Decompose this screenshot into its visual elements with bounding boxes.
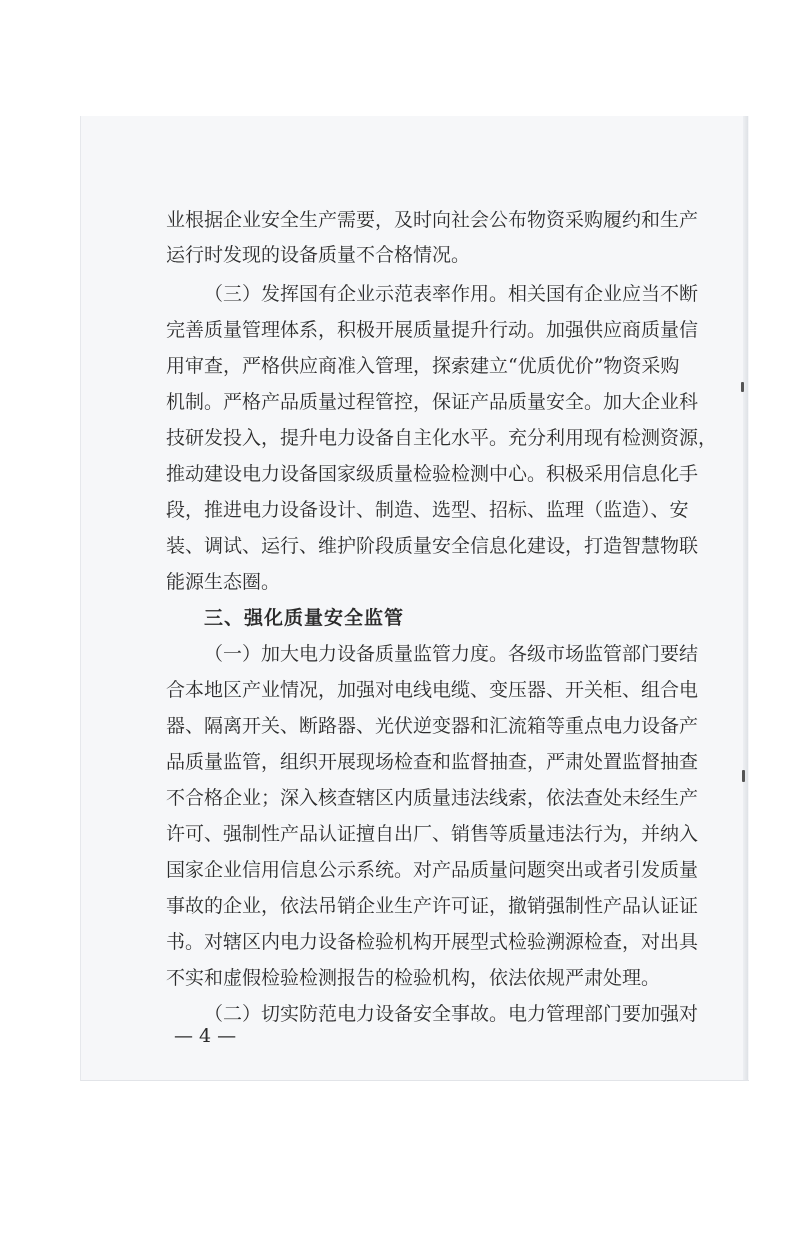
body-line: 业根据企业安全生产需要，及时向社会公布物资采购履约和生产 bbox=[166, 209, 699, 231]
body-line: 合本地区产业情况，加强对电线电缆、变压器、开关柜、组合电 bbox=[166, 679, 699, 701]
binding-mark bbox=[741, 382, 744, 392]
body-line: 用审查，严格供应商准入管理，探索建立“优质优价”物资采购 bbox=[166, 355, 680, 377]
body-line: 能源生态圈。 bbox=[166, 571, 281, 593]
body-line: 书。对辖区内电力设备检验机构开展型式检验溯源检查，对出具 bbox=[166, 931, 699, 953]
body-line: 运行时发现的设备质量不合格情况。 bbox=[166, 244, 471, 266]
section-heading: 三、强化质量安全监管 bbox=[204, 607, 405, 629]
page-edge-shadow bbox=[743, 116, 748, 1080]
subsection-2-paragraph-start: （二）切实防范电力设备安全事故。电力管理部门要加强对 bbox=[204, 1003, 699, 1025]
body-line: 器、隔离开关、断路器、光伏逆变器和汇流箱等重点电力设备产 bbox=[166, 715, 699, 737]
body-line: 装、调试、运行、维护阶段质量安全信息化建设，打造智慧物联 bbox=[166, 535, 699, 557]
body-line: 不合格企业；深入核查辖区内质量违法线索，依法查处未经生产 bbox=[166, 787, 699, 809]
body-line: 许可、强制性产品认证擅自出厂、销售等质量违法行为，并纳入 bbox=[166, 823, 699, 845]
binding-mark bbox=[742, 770, 745, 782]
body-line: 国家企业信用信息公示系统。对产品质量问题突出或者引发质量 bbox=[166, 859, 699, 881]
body-line: 推动建设电力设备国家级质量检验检测中心。积极采用信息化手 bbox=[166, 463, 699, 485]
body-line: 品质量监管，组织开展现场检查和监督抽查，严肃处置监督抽查 bbox=[166, 751, 699, 773]
page-number: — 4 — bbox=[174, 1025, 237, 1047]
body-line: 技研发投入，提升电力设备自主化水平。充分利用现有检测资源， bbox=[166, 427, 718, 449]
body-line: 机制。严格产品质量过程管控，保证产品质量安全。加大企业科 bbox=[166, 391, 699, 413]
subsection-1-paragraph-start: （一）加大电力设备质量监管力度。各级市场监管部门要结 bbox=[204, 643, 699, 665]
body-line: 事故的企业，依法吊销企业生产许可证，撤销强制性产品认证证 bbox=[166, 895, 699, 917]
section-3-paragraph-start: （三）发挥国有企业示范表率作用。相关国有企业应当不断 bbox=[204, 283, 699, 305]
body-line: 段，推进电力设备设计、制造、选型、招标、监理（监造）、安 bbox=[166, 499, 689, 521]
body-line: 完善质量管理体系，积极开展质量提升行动。加强供应商质量信 bbox=[166, 319, 699, 341]
body-line: 不实和虚假检验检测报告的检验机构，依法依规严肃处理。 bbox=[166, 967, 661, 989]
